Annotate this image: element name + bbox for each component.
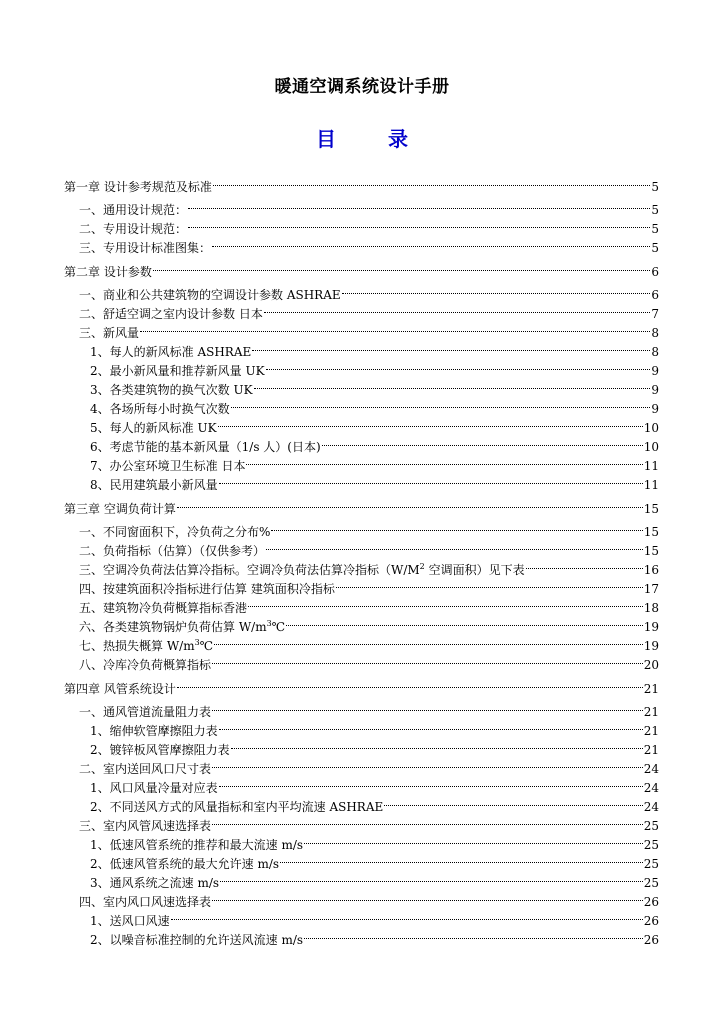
toc-entry[interactable] <box>64 375 659 397</box>
superscript: 2 <box>419 562 425 571</box>
toc-entry[interactable] <box>64 470 659 492</box>
toc-entry-text: 2、不同送风方式的风量指标和室内平均流速 ASHRAE <box>90 800 384 814</box>
toc-entry[interactable] <box>64 536 659 558</box>
toc-page-number: 11 <box>643 459 659 473</box>
toc-page-number: 8 <box>651 326 659 340</box>
toc-page-number: 5 <box>651 180 659 194</box>
toc-entry[interactable] <box>64 394 659 416</box>
dot-leader <box>219 773 643 792</box>
toc-entry[interactable] <box>64 517 659 539</box>
toc-entry[interactable] <box>64 280 659 302</box>
toc-entry[interactable] <box>64 773 659 795</box>
toc-page-number: 25 <box>643 876 659 890</box>
dot-leader <box>188 214 650 233</box>
toc-entry-text: 第二章 设计参数 <box>64 265 152 279</box>
toc-entry-text: 第四章 风管系统设计 <box>64 682 176 696</box>
dot-leader <box>248 593 643 612</box>
toc-entry[interactable] <box>64 337 659 359</box>
dot-leader <box>213 172 651 191</box>
toc-entry-text: 六、各类建筑物锅炉负荷估算 W/m <box>79 620 267 634</box>
toc-entry-text: 1、低速风管系统的推荐和最大流速 m/s <box>90 838 304 852</box>
toc-page-number: 21 <box>643 705 659 719</box>
toc-page-number: 9 <box>651 402 659 416</box>
toc-page-number: 26 <box>643 933 659 947</box>
toc-entry-text: 2、镀锌板风管摩擦阻力表 <box>90 743 230 757</box>
toc-entry-text: 1、风口风量冷量对应表 <box>90 781 218 795</box>
toc-entry[interactable] <box>64 214 659 236</box>
toc-entry-text: 1、送风口风速 <box>90 914 170 928</box>
dot-leader <box>266 356 651 375</box>
dot-leader <box>342 280 651 299</box>
toc-entry[interactable] <box>64 650 659 672</box>
dot-leader <box>220 868 643 887</box>
dot-leader <box>231 735 643 754</box>
dot-leader <box>153 257 651 276</box>
toc-page-number: 5 <box>651 241 659 255</box>
toc-entry-text: 二、专用设计规范： <box>79 222 188 236</box>
toc-entry[interactable] <box>64 906 659 928</box>
toc-entry[interactable] <box>64 887 659 909</box>
toc-entry[interactable] <box>64 716 659 738</box>
toc-entry-text: 四、按建筑面积冷指标进行估算 建筑面积冷指标 <box>79 582 335 596</box>
toc-page-number: 21 <box>643 682 659 696</box>
toc-page-number: 21 <box>643 724 659 738</box>
toc-entry-text: 三、室内风管风速选择表 <box>79 819 212 833</box>
toc-page-number: 10 <box>643 440 659 454</box>
toc-entry-text: 二、负荷指标（估算）（仅供参考） <box>79 544 266 558</box>
dot-leader <box>212 887 643 906</box>
toc-entry[interactable] <box>64 868 659 890</box>
toc-page-number: 6 <box>651 265 659 279</box>
toc-page-number: 9 <box>651 364 659 378</box>
toc-page-number: 26 <box>643 895 659 909</box>
toc-page-number: 6 <box>651 288 659 302</box>
dot-leader <box>384 792 642 811</box>
toc-entry-text: 第一章 设计参考规范及标准 <box>64 180 212 194</box>
dot-leader <box>177 674 643 693</box>
dot-leader <box>177 494 643 513</box>
toc-entry-text: 七、热损失概算 W/m <box>79 639 195 653</box>
toc-page-number: 24 <box>643 781 659 795</box>
toc-page-number: 15 <box>643 502 659 516</box>
dot-leader <box>212 811 643 830</box>
toc-chapter-entry[interactable] <box>64 257 659 279</box>
toc-entry[interactable] <box>64 925 659 947</box>
superscript: 3 <box>194 638 200 647</box>
toc-page-number: 8 <box>651 345 659 359</box>
dot-leader <box>212 650 643 669</box>
toc-entry[interactable] <box>64 593 659 615</box>
toc-page-number: 10 <box>643 421 659 435</box>
dot-leader <box>212 754 643 773</box>
toc-entry[interactable] <box>64 195 659 217</box>
toc-entry[interactable] <box>64 356 659 378</box>
dot-leader <box>254 375 651 394</box>
toc-entry-text: 三、新风量 <box>79 326 140 340</box>
toc-entry-label <box>79 239 211 258</box>
dot-leader <box>280 849 643 868</box>
dot-leader <box>218 413 643 432</box>
toc-entry[interactable] <box>64 849 659 871</box>
toc-page-number: 24 <box>643 800 659 814</box>
toc-entry-text: 2、以噪音标准控制的允许送风流速 m/s <box>90 933 304 947</box>
toc-entry-text: 5、每人的新风标准 UK <box>90 421 217 435</box>
toc-page-number: 20 <box>643 658 659 672</box>
toc-entry[interactable] <box>64 299 659 321</box>
dot-leader <box>264 299 651 318</box>
toc-entry[interactable] <box>64 612 659 634</box>
toc-page-number: 16 <box>643 563 659 577</box>
toc-entry-text: 4、各场所每小时换气次数 <box>90 402 230 416</box>
dot-leader <box>304 830 643 849</box>
toc-entry-text: 一、商业和公共建筑物的空调设计参数 ASHRAE <box>79 288 341 302</box>
toc-entry[interactable] <box>64 451 659 473</box>
toc-entry-label <box>90 931 303 950</box>
toc-entry-label <box>90 476 218 495</box>
superscript: 3 <box>266 619 272 628</box>
toc-heading: 目 录 <box>316 127 424 151</box>
toc-entry-text-suffix: ℃ <box>271 620 286 634</box>
toc-page-number: 25 <box>643 838 659 852</box>
toc-page-number: 17 <box>643 582 659 596</box>
toc-entry-text: 二、舒适空调之室内设计参数 日本 <box>79 307 263 321</box>
dot-leader <box>231 394 651 413</box>
toc-entry-text: 四、室内风口风速选择表 <box>79 895 212 909</box>
toc-chapter-entry[interactable] <box>64 674 659 696</box>
toc-entry-text: 一、通风管道流量阻力表 <box>79 705 212 719</box>
toc-page-number: 25 <box>643 857 659 871</box>
toc-entry[interactable] <box>64 233 659 255</box>
toc-page-number: 9 <box>651 383 659 397</box>
toc-entry[interactable] <box>64 697 659 719</box>
toc-page-number: 7 <box>651 307 659 321</box>
toc-entry[interactable] <box>64 413 659 435</box>
dot-leader <box>219 716 643 735</box>
toc-entry[interactable] <box>64 432 659 454</box>
dot-leader <box>246 451 642 470</box>
toc-entry-text: 2、低速风管系统的最大允许速 m/s <box>90 857 280 871</box>
toc-entry[interactable] <box>64 811 659 833</box>
toc-entry-text: 一、不同窗面积下，冷负荷之分布% <box>79 525 271 539</box>
toc-entry[interactable] <box>64 318 659 340</box>
dot-leader <box>188 195 650 214</box>
dot-leader <box>322 432 643 451</box>
toc-entry[interactable] <box>64 631 659 653</box>
toc-page-number: 26 <box>643 914 659 928</box>
toc-entry-text: 二、室内送回风口尺寸表 <box>79 762 212 776</box>
toc-entry-text: 7、办公室环境卫生标准 日本 <box>90 459 246 473</box>
toc-entry-text: 2、最小新风量和推荐新风量 UK <box>90 364 265 378</box>
toc-entry[interactable] <box>64 555 659 577</box>
toc-entry[interactable] <box>64 830 659 852</box>
toc-entry[interactable] <box>64 735 659 757</box>
toc-page-number: 15 <box>643 544 659 558</box>
dot-leader <box>286 612 643 631</box>
dot-leader <box>526 555 643 574</box>
toc-entry-text: 第三章 空调负荷计算 <box>64 502 176 516</box>
dot-leader <box>212 697 643 716</box>
toc-entry-text: 1、每人的新风标准 ASHRAE <box>90 345 252 359</box>
toc-page-number: 15 <box>643 525 659 539</box>
dot-leader <box>252 337 650 356</box>
dot-leader <box>212 233 650 252</box>
toc-entry-text: 八、冷库冷负荷概算指标 <box>79 658 212 672</box>
document-title: 暖通空调系统设计手册 <box>274 77 450 97</box>
toc-entry-text: 五、建筑物冷负荷概算指标香港 <box>79 601 248 615</box>
dot-leader <box>171 906 643 925</box>
toc-page-number: 18 <box>643 601 659 615</box>
toc-chapter-entry[interactable] <box>64 494 659 516</box>
toc-entry-text: 三、专用设计标准图集： <box>79 241 212 255</box>
toc-entry-text: 1、缩伸软管摩擦阻力表 <box>90 724 218 738</box>
dot-leader <box>266 536 643 555</box>
toc-entry-text: 8、民用建筑最小新风量 <box>90 478 218 492</box>
toc-page-number: 25 <box>643 819 659 833</box>
toc-entry[interactable] <box>64 792 659 814</box>
dot-leader <box>336 574 643 593</box>
dot-leader <box>219 470 643 489</box>
toc-entry[interactable] <box>64 754 659 776</box>
table-of-contents <box>64 172 659 947</box>
toc-entry-text: 三、空调冷负荷法估算冷指标。空调冷负荷法估算冷指标（W/M <box>79 563 420 577</box>
toc-chapter-entry[interactable] <box>64 172 659 194</box>
toc-entry-text: 3、各类建筑物的换气次数 UK <box>90 383 253 397</box>
toc-entry-text: 一、通用设计规范： <box>79 203 188 217</box>
dot-leader <box>214 631 643 650</box>
toc-page-number: 5 <box>651 222 659 236</box>
toc-page-number: 11 <box>643 478 659 492</box>
toc-entry-text-suffix: ℃ <box>199 639 214 653</box>
dot-leader <box>140 318 650 337</box>
toc-entry-text-suffix: 空调面积）见下表 <box>424 563 525 577</box>
toc-page-number: 5 <box>651 203 659 217</box>
toc-entry-text: 3、通风系统之流速 m/s <box>90 876 220 890</box>
dot-leader <box>304 925 643 944</box>
toc-page-number: 24 <box>643 762 659 776</box>
toc-page-number: 19 <box>643 620 659 634</box>
toc-entry[interactable] <box>64 574 659 596</box>
toc-entry-label <box>79 656 211 675</box>
dot-leader <box>271 517 642 536</box>
toc-page-number: 21 <box>643 743 659 757</box>
toc-page-number: 19 <box>643 639 659 653</box>
toc-entry-text: 6、考虑节能的基本新风量（1/s 人）(日本) <box>90 440 321 454</box>
